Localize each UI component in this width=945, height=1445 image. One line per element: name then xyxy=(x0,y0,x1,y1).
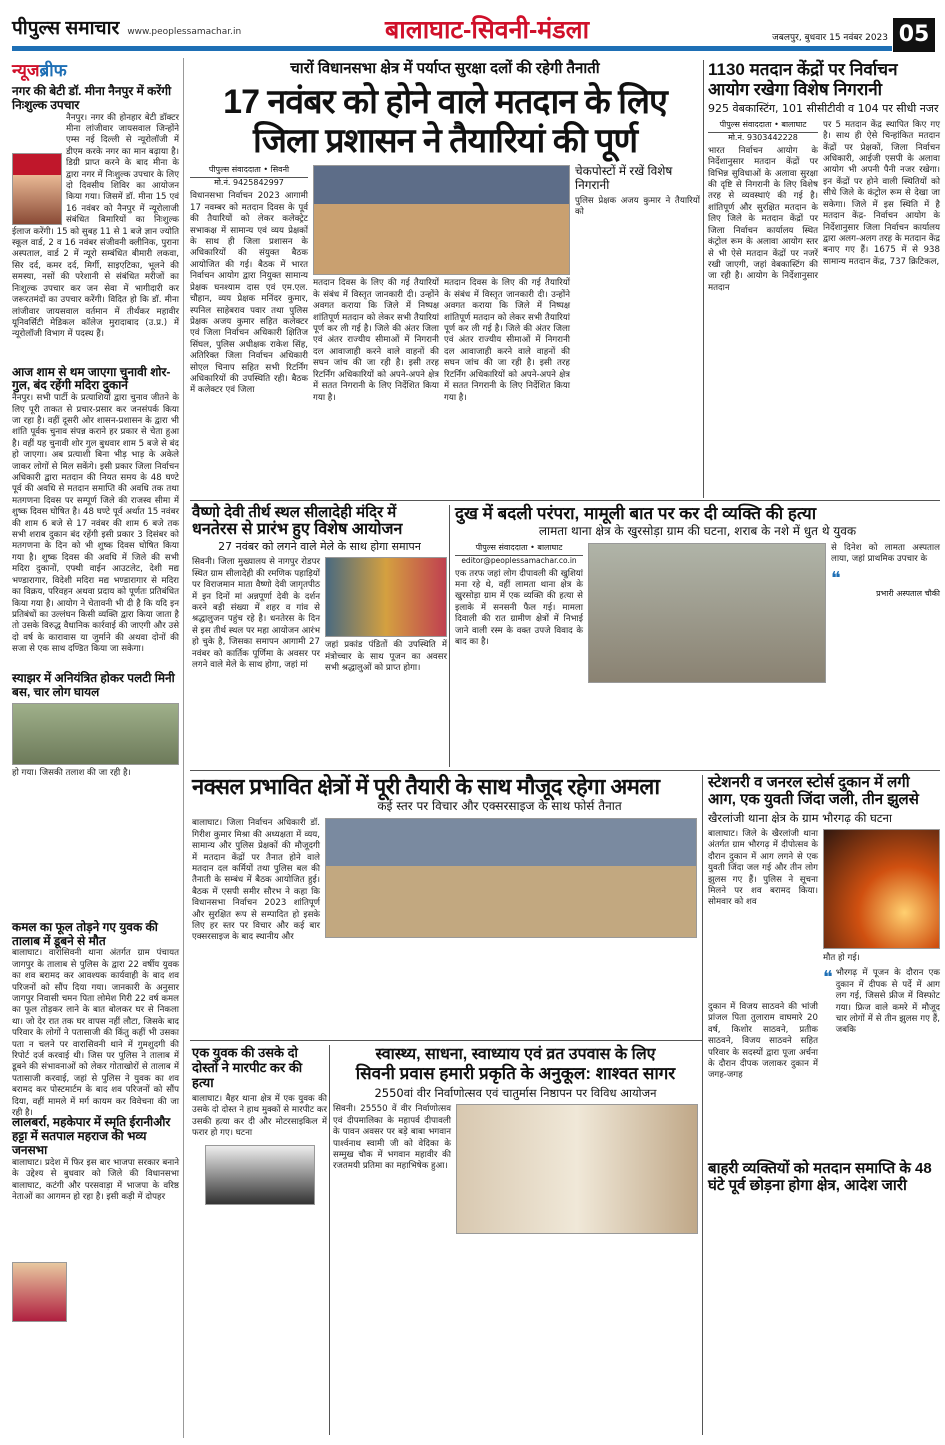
temple-headline: धनतेरस से प्रारंभ हुए विशेष आयोजन xyxy=(192,521,403,539)
sagar-body: सिवनी। 25550 वें वीर निर्वाणोत्सव एवं दीपमालिका के महापर्व दीपावली के पावन अवसर पर बड़े बाबा भगवान पार्श्वनाथ स्वामी जी को वेदिका के सम्मुख चौक में भगवान महावीर की रजतमयी प्रतिमा का महाभिषेक हुआ। xyxy=(333,1104,451,1172)
lamta-body: एक तरफ जहां लोग दीपावली की खुशियां मना रहे थे, वहीं लामता थाना क्षेत्र के खुरसोड़ा ग्राम में एक व्यक्ति की हत्या से इलाके में सनसनी फैल गई। मामला दिवाली की रात ग्रामीण क्षेत्रों में निभाई जाने वाली रस्म के वक्त उपजे विवाद के बाद का है। xyxy=(455,568,583,647)
bus-accident-photo xyxy=(12,703,179,765)
section-title: बालाघाट-सिवनी-मंडला xyxy=(385,16,590,44)
naxal-meeting-photo xyxy=(325,818,697,938)
brief-title: स्याझर में अनियंत्रित होकर पलटी मिनी बस, चार लोग घायल xyxy=(12,671,175,699)
victim-photo xyxy=(588,543,826,683)
sagar-headline: सिवनी प्रवास हमारी प्रकृति के अनुकूल: शाश्वत सागर xyxy=(355,1064,676,1084)
masthead xyxy=(12,14,382,40)
brief-body: हो गया। जिसकी तलाश की जा रही है। xyxy=(12,767,131,778)
quote-icon: ❝ xyxy=(831,568,841,590)
goddess-photo xyxy=(325,557,447,637)
right-byline: पीपुल्स संवाददाता • बालाघाट xyxy=(708,120,818,133)
smriti-irani-photo xyxy=(12,1262,67,1322)
naxal-story xyxy=(192,774,697,1036)
brief-body: बालाघाट। प्रदेश में फिर इस बार भाजपा सरकार बनाने के उद्देश्य से बुधवार को जिले की विधानसभा बालाघाट, कटंगी और परसवाड़ा में भाजपा के वरिष्ठ नेताओं का आगमन हो रहा है। इसी कड़ी में दोपहर xyxy=(12,1157,179,1202)
meeting-photo xyxy=(313,165,570,275)
temple-deck: 27 नवंबर को लगने वाले मेले के साथ होगा समापन xyxy=(218,539,421,553)
naxal-body: बालाघाट। जिला निर्वाचन अधिकारी डॉ. गिरीश कुमार मिश्रा की अध्यक्षता में व्यय, सामान्य और पुलिस प्रेक्षकों की मौजूदगी में मतदान केंद्रों पर तैनात होने वाले मतदान दल कर्मियों तथा पुलिस बल की तैनाती के सम्बंध में बैठक आयोजित हुई। बैठक में एसपी समीर सौरभ ने कहा कि विधानसभा निर्वाचन 2023 शांतिपूर्ण और सुरक्षित रूप से सम्पादित हो इसके लिए हर स्तर पर विचार और कई बार एक्सरसाइज के बाद स्थानीय और xyxy=(192,818,320,943)
fire-photo xyxy=(823,829,940,949)
lamta-body: से दिनेश को लामता अस्पताल लाया, जहां प्राथमिक उपचार के xyxy=(831,542,940,564)
website: www.peoplessamachar.in xyxy=(127,27,242,37)
quote-icon: ❝ xyxy=(823,967,833,989)
divider xyxy=(190,1040,702,1041)
page-number: 05 xyxy=(893,18,935,52)
fire-deck: खैरलांजी थाना क्षेत्र के ग्राम भौरगढ़ की घटना xyxy=(708,810,892,825)
lead-headline: 17 नवंबर को होने वाले मतदान के लिए xyxy=(223,83,667,122)
sagar-headline: स्वास्थ्य, साधना, स्वाध्याय एवं व्रत उपवास के लिए xyxy=(375,1046,656,1063)
lead-body: विधानसभा निर्वाचन 2023 आगामी 17 नवम्बर को मतदान दिवस के पूर्व की तैयारियों को लेकर कलेक्ट्रेट सभाकक्ष में सामान्य एवं व्यय प्रेक्षकों के साथ ही जिला प्रशासन के अधिकारियों की संयुक्त बैठक आयोजित की गई। बैठक में भारत निर्वाचन आयोग द्वारा नियुक्त सामान्य प्रेक्षक घनश्याम दास एवं एम.एल. चौहान, व्यय प्रेक्षक मनिंदर कुमार, स्पनिल साहेबराव पवार तथा पुलिस प्रेक्षक अजय कुमार सहित कलेक्टर एवं जिला निर्वाचन अधिकारी क्षितिज सिंघल, पुलिस अधीक्षक राकेश सिंह, अतिरिक्त जिला निर्वाचन अधिकारी सोएल चिनाप सहित सभी रिटर्निंग अधिकारियों की उपस्थिति रही। बैठक में कलेक्टर एवं जिला xyxy=(190,191,308,396)
temple-body: सिवनी। जिला मुख्यालय से नागपुर रोडपर स्थित ग्राम सीलादेही की रमणिक पहाड़ियों पर विराजमान माता वैष्णो देवी जागृतपीठ में इन दिनों मां अन्नपूर्णा देवी के दर्शन करने बड़ी संख्या में शहर व गांव से श्रद्धालुजन पहुंच रहे है। धनतेरस के दिन से इस तीर्थ स्थल पर महा आयोजन आरंभ हो चुके है, जिसका समापन आगामी 27 नवंबर को कार्तिक पूर्णिमा के अवसर पर लगने वाले मेले के साथ होगा, जहां मां xyxy=(192,557,320,671)
masthead-logo: पीपुल्स समाचार xyxy=(12,18,120,39)
doctor-photo xyxy=(12,153,62,225)
brief-title: नगर की बेटी डॉ. मीना नैनपुर में करेंगी निःशुल्क उपचार xyxy=(12,84,172,112)
lamta-story xyxy=(455,504,940,766)
news-brief-column xyxy=(12,58,184,1438)
sidebar-body: पुलिस प्रेक्षक अजय कुमार ने तैयारियों को xyxy=(575,196,700,218)
fire-headline: स्टेशनरी व जनरल स्टोर्स दुकान में लगी आग, एक युवती जिंदा जली, तीन झुलसे xyxy=(708,774,919,809)
lamta-quote-source: प्रभारी अस्पताल चौकी xyxy=(876,589,940,599)
brief-title: कमल का फूल तोड़ने गए युवक की तालाब में डूबने से मौत xyxy=(12,919,158,948)
right-body: पर 5 मतदान केंद्र स्थापित किए गए है। साथ ही ऐसे चिन्हांकित मतदान केंद्रों पर प्रेक्षकों, जिला निर्वाचन अधिकारी, आईजी एसपी के अलावा आयोग भी अपनी पैनी नजर रखेगा। इन केंद्रों पर होने वाली स्थितियों को सीधे जिले के कंट्रोल रूम से देखा जा सकेगा। जिले में इस स्थिति में है मतदान केंद्र- निर्वाचन आयोग के निर्देशानुसार जिला निर्वाचन कार्यालय द्वारा अलग-अलग तरह के मतदान केंद्र बनाए गए हैं। 1675 में से 938 सामान्य मतदान केंद्र, 737 क्रिटिकल, xyxy=(823,119,940,267)
fire-quote: भौरगढ़ में पूजन के दौरान एक दुकान में दीपक से पर्दे में आग लग गई, जिससे फ्रीज में विस्फोट गया। फ्रिज वाले कमरे में मौजूद चार लोगों में से तीन झुलस गए हैं, जबकि xyxy=(835,968,940,1036)
lead-story xyxy=(190,60,700,496)
naxal-headline: नक्सल प्रभावित क्षेत्रों में पूरी तैयारी के साथ मौजूद रहेगा अमला xyxy=(192,774,660,799)
divider xyxy=(703,60,704,498)
fire-body: दुकान में विजय साठवने की भांजी प्रांजल पिता तुलाराम वाघमारे 20 वर्ष, किशोर साठवने, प्रतीक साठवने, विजय साठवने सहित परिवार के सदस्यों द्वारा पूजा अर्चना के दौरान दीपक जलाकर दुकान में जगह-जगह xyxy=(708,1001,818,1081)
brief-title: लालबर्रा, महकेपार में स्मृति ईरानीऔर हट्टा में सतपाल महराज की भव्य जनसभा xyxy=(12,1115,171,1157)
temple-headline: वैष्णो देवी तीर्थ स्थल सीलादेही मंदिर में xyxy=(192,504,397,521)
sagar-story xyxy=(333,1046,698,1436)
header-rule xyxy=(12,46,892,51)
fire-body: बालाघाट। जिले के खैरलांजी थाना अंतर्गत ग्राम भौरगढ़ में दीपोत्सव के दौरान दुकान में आग लगने से एक युवती जिंदा जल गई और तीन लोग झुलस गए हैं। पुलिस ने सूचना मिलने पर शव बरामद किया। सोमवार को शव xyxy=(708,828,818,908)
sagar-deck: 2550वां वीर निर्वाणोत्सव एवं चातुर्मास निष्ठापन पर विविध आयोजन xyxy=(374,1085,657,1100)
right-body: भारत निर्वाचन आयोग के निर्देशानुसार मतदान केंद्रों पर विभिन्न सुविधाओं के अलावा सुरक्षा की दृष्टि से निगरानी के लिए विशेष तरह से व्यवस्थाएं की गई है। शांतिपूर्ण और सुरक्षित मतदान के लिए जिले के मतदान केंद्रों पर जिला निर्वाचन कार्यालय स्थित कंट्रोल रूम के अलावा आयोग स्तर से भी ऐसे मतदान केंद्रों पर नजरें रखी जाएगी, जहां वेबकास्टिंग की जा रही है। आयोग के निर्देशानुसार मतदान xyxy=(708,145,818,293)
lead-byline: पीपुल्स संवाददाता • सिवनी xyxy=(190,165,308,178)
lamta-headline: दुख में बदली परंपरा, मामूली बात पर कर दी व्यक्ति की हत्या xyxy=(455,504,817,523)
lead-body: मतदान दिवस के लिए की गई तैयारियों के संबंध में विस्तृत जानकारी दी। उन्होंने अवगत कराया कि जिले में निष्पक्ष शांतिपूर्ण मतदान को लेकर सभी तैयारियां पूर्ण कर ली गई है। जिले की अंतर जिला एवं अंतर राज्यीय सीमाओं में निगरानी दल आवाजाही करने वाले वाहनों की सघन जांच की जा रही है। इसी तरह रिटर्निंग अधिकारियों को अपने-अपने क्षेत्र में सतत निगरानी के लिए निर्देशित किया गया है। xyxy=(313,278,439,403)
divider xyxy=(449,505,450,767)
saint-photo xyxy=(456,1104,698,1234)
divider xyxy=(702,775,703,1435)
youth-murder-body: बालाघाट। बैहर थाना क्षेत्र में एक युवक की उसके दो दोस्त ने हाथ मुक्कों से मारपीट कर उसकी हत्या कर दी और मोटरसाइकिल में फरार हो गए। घटना xyxy=(192,1093,327,1139)
lead-body: मतदान दिवस के लिए की गई तैयारियों के संबंध में विस्तृत जानकारी दी। उन्होंने अवगत कराया कि जिले में निष्पक्ष शांतिपूर्ण मतदान को लेकर सभी तैयारियां पूर्ण कर ली गई है। जिले की अंतर जिला एवं अंतर राज्यीय सीमाओं में निगरानी दल आवाजाही करने वाले वाहनों की सघन जांच की जा रही है। इसी तरह रिटर्निंग अधिकारियों को अपने-अपने क्षेत्र में सतत निगरानी के लिए निर्देशित किया गया है। xyxy=(444,278,570,403)
dateline: जबलपुर, बुधवार 15 नवंबर 2023 xyxy=(772,33,888,43)
temple-caption: जहां प्रकांड पंडितों की उपस्थिति में मंत्रोच्चार के साथ पूजन का अवसर सभी श्रद्धालुओं को प्राप्त होगा। xyxy=(325,640,447,674)
brief-body: बालाघाट। वारासिवनी थाना अंतर्गत ग्राम पंचायत जागपुर के तालाब से पुलिस के द्वारा 22 वर्षीय युवक का शव बरामद कर आवश्यक कार्यवाही के बाद शव परिजनों को सौंप दिया गया। जानकारी के अनुसार जागपुर निवासी चमन पिता लोमेश गिरी 22 वर्ष कमल का फूल तोड़कर लाने के बात बोलकर घर से निकला था। जो देर रात तक घर वापस नहीं लौटा, जिसके बाद परिवार के लोगों ने पतासाजी की किंतु कहीं भी उसका पता न चलने पर वारासिवनी थाने में गुमशुदगी की रिपोर्ट दर्ज करवाई थी। जिस पर पुलिस ने तालाब में डूबने की संभावनाओं को लेकर गोताखोरों से तालाब में पतासाजी करवाई, जहां से पुलिस ने युवक का शव बरामद कर पोस्टमार्टम के बाद शव परिजनों को सौंप दिया, वहीं मामले में मर्ग कायम कर विवेचना की जा रही है। xyxy=(12,948,179,1119)
lamta-email: editor@peoplessamachar.co.in xyxy=(461,555,577,565)
brief-label: न्यूजब्रीफ xyxy=(12,61,67,81)
outsiders-headline: बाहरी व्यक्तियों को मतदान समाप्ति के 48 घंटे पूर्व छोड़ना होगा क्षेत्र, आदेश जारी xyxy=(708,1160,932,1195)
temple-story xyxy=(192,504,447,766)
fire-tail: मौत हो गई। xyxy=(823,952,860,963)
brief-title: आज शाम से थम जाएगा चुनावी शोर-गुल, बंद रहेंगी मदिरा दुकानें xyxy=(12,364,171,393)
youth-murder-story xyxy=(192,1046,327,1436)
sidebar-title: चेकपोस्टों में रखें विशेष निगरानी xyxy=(575,164,673,193)
lead-phone: मो.नं. 9425842997 xyxy=(214,178,284,188)
brief-body: नैनपुर। नगर की होनहार बेटी डॉक्टर मीना लांजीवार जायसवाल जिन्होंने एम्स नई दिल्ली से न्यूरोलॉजी में डीएम करके नगर का मान बढ़ाया है। डिग्री प्राप्त करने के बाद मीना के द्वारा नगर में निःशुल्क उपचार के लिए दो दिवसीय शिविर का आयोजन किया गया। जिसमें डॉ. मीना 15 एवं 16 नवंबर को नैनपुर में न्यूरोलाजी संबंधित बिमारियों का निःशुल्क ईलाज करेंगी। 15 को सुबह 11 से 1 बजे ज्ञान ज्योति स्कूल वार्ड, 2 व 16 नवंबर संजीवनी क्लीनिक, पुराना अस्पताल, वार्ड 2 में न्यूरो सम्बंधित बीमारी लकवा, सिर दर्द, कमर दर्द, मिर्गी, साइएटिका, भूलने की समस्या, नसों की परेशानी से संबंधित मरीजों का निःशुल्क उपचार कर जन सेवा में भागीदारी कर जरूरतमंदों का उपचार करेंगी। विदित हो कि डॉ. मीना लांजीवार जायसवाल वर्तमान में तीर्थंकर महावीर यूनिवर्सिटी मेडिकल कॉलेज मुरादाबाद (उ.प्र.) में न्यूरोलॉजी विभाग में पदस्थ हैं। xyxy=(12,112,179,340)
lead-headline: जिला प्रशासन ने तैयारियां की पूर्ण xyxy=(252,122,638,161)
youth-murder-headline: एक युवक की उसके दो दोस्तों ने मारपीट कर की हत्या xyxy=(192,1045,303,1090)
right-top-story xyxy=(708,60,940,496)
silhouette-graphic xyxy=(205,1145,315,1205)
fire-story xyxy=(708,774,940,1154)
lamta-deck: लामता थाना क्षेत्र के खुरसोड़ा ग्राम की घटना, शराब के नशे में धुत थे युवक xyxy=(538,523,857,538)
right-deck: 925 वेबकास्टिंग, 101 सीसीटीवी व 104 पर सीधी नजर xyxy=(708,102,939,116)
lamta-byline: पीपुल्स संवाददाता • बालाघाट xyxy=(455,543,583,556)
right-phone: मो.नं. 9303442228 xyxy=(728,132,798,142)
right-headline: 1130 मतदान केंद्रों पर निर्वाचन आयोग रखेगा विशेष निगरानी xyxy=(708,60,898,99)
divider xyxy=(190,500,940,501)
naxal-deck: कई स्तर पर विचार और एक्सरसाइज के साथ फोर्स तैनात xyxy=(377,799,622,814)
divider xyxy=(329,1045,330,1435)
divider xyxy=(190,770,940,771)
brief-body: नैनपुर। सभी पार्टी के प्रत्याशियों द्वारा चुनाव जीतने के लिए पूरी ताकत से प्रचार-प्रसार कर जनसंपर्क किया जा रहा है। वहीं दूसरी ओर शासन-प्रशासन के द्वारा भी शांति पूर्वक चुनाव संपन्न कराने हर प्रकार से चेता हुआ है। वहीं यह चुनावी शोर गुल बुधवार शाम 5 बजे से बंद हो जाएगा। अब प्रत्याशी बिना भीड़ भाड़ के अकेले जाकर लोगों से मिल सकेंगे। इसी प्रकार जिला निर्वाचन अधिकारी द्वारा मतदान की नियत समय के 48 घण्टे पूर्व की अवधि से मतदान समाप्ति की अवधि तक तथा मतगणना दिवस पर सम्पूर्ण जिले की राजस्व सीमा में शुष्क दिवस घोषित है। 48 घण्टे पूर्व अर्थात 15 नवंबर की शाम 6 बजे से 17 नवंबर की शाम 6 बजे तक सभी शराब दुकान बंद रहेंगी इसी प्रकार 3 दिसंबर को मतगणना के दिन को भी शुष्क दिवस घोषित किया गया है। शुष्क दिवस की अवधि में जिले की सभी मदिरा दुकानों, एफ्थी वाईन आउटलेट, देशी मद्य भण्डारागार, विदेशी मदिरा मद्य भण्डारागार से मदिरा का विक्रय, परिवहन अथवा प्रदाय को पूर्णतः प्रतिबंधित किया गया है। आयोग ने चेतावनी भी दी है कि यदि इन प्रतिबंधों का उल्लंघन किसी व्यक्ति द्वारा किया जाता है तो उसके विरुद्ध वैधानिक कार्रवाई की जाएगी और उसे दो वर्ष के कारावास या जुर्माने की अथवा दोनों की सजा से एक साथ दण्डित किया जा सकेगा। xyxy=(12,393,179,655)
lead-kicker: चारों विधानसभा क्षेत्र में पर्याप्त सुरक्षा दलों की रहेगी तैनाती xyxy=(290,60,600,77)
